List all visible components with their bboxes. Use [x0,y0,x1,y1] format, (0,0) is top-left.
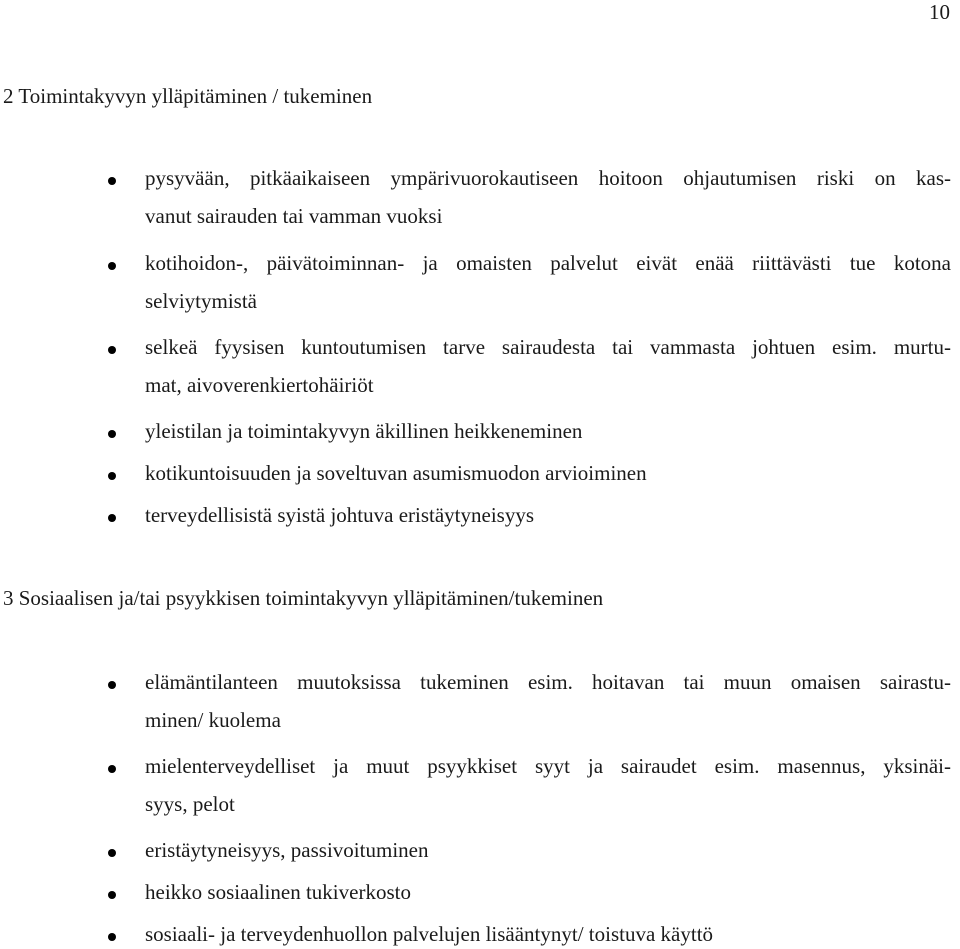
bullet-icon [108,262,116,270]
list-item-line: selviytymistä [145,289,257,313]
list-item-line: sosiaali- ja terveydenhuollon palvelujen lisääntynyt/ toistuva käyttö [145,922,714,946]
section-3-heading: 3 Sosiaalisen ja/tai psyykkisen toimintakyvyn ylläpitäminen/tukeminen [3,586,604,610]
list-item-line: elämäntilanteen muutoksissa tukeminen esim. hoitavan tai muun omaisen sairastu- [145,670,951,694]
bullet-icon [108,891,116,899]
page-number: 10 [929,0,950,24]
list-item-line: eristäytyneisyys, passivoituminen [145,838,429,862]
bullet-icon [108,430,116,438]
list-item-line: kotihoidon-, päivätoiminnan- ja omaisten palvelut eivät enää riittävästi tue kotona [145,251,951,275]
list-item-line: selkeä fyysisen kuntoutumisen tarve sairaudesta tai vammasta johtuen esim. murtu- [145,335,951,359]
bullet-icon [108,681,116,689]
list-item-line: heikko sosiaalinen tukiverkosto [145,880,411,904]
list-item-line: mielenterveydelliset ja muut psyykkiset syyt ja sairaudet esim. masennus, yksinäi- [145,754,951,778]
list-item-line: terveydellisistä syistä johtuva eristäytyneisyys [145,503,535,527]
list-item-line: vanut sairauden tai vamman vuoksi [145,204,443,228]
list-item-line: mat, aivoverenkiertohäiriöt [145,373,374,397]
section-2-heading: 2 Toimintakyvyn ylläpitäminen / tukeminen [3,84,373,108]
bullet-icon [108,765,116,773]
bullet-icon [108,177,116,185]
list-item-line: kotikuntoisuuden ja soveltuvan asumismuodon arvioiminen [145,461,647,485]
list-item-line: minen/ kuolema [145,708,281,732]
list-item-line: yleistilan ja toimintakyvyn äkillinen heikkeneminen [145,419,583,443]
bullet-icon [108,514,116,522]
bullet-icon [108,933,116,941]
list-item-line: pysyvään, pitkäaikaiseen ympärivuorokautiseen hoitoon ohjautumisen riski on kas- [145,166,951,190]
bullet-icon [108,472,116,480]
bullet-icon [108,849,116,857]
bullet-icon [108,346,116,354]
list-item-line: syys, pelot [145,792,235,816]
